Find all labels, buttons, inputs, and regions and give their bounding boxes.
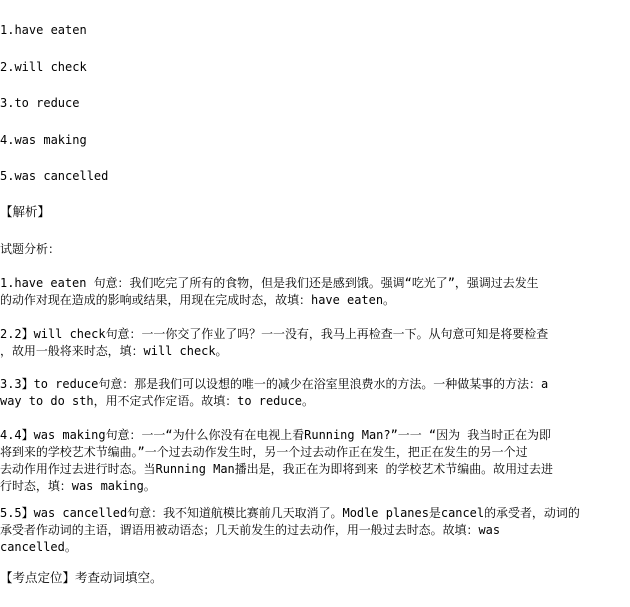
analysis-heading: 【解析】: [0, 204, 51, 219]
explanation-4-line-4: 行时态，填：was making。: [0, 479, 156, 493]
answer-item-4: 4.was making: [0, 133, 87, 147]
explanation-1: [0, 275, 630, 309]
explanation-1-line-2: 的动作对现在造成的影响或结果，用现在完成时态，故填：have eaten。: [0, 293, 395, 307]
explanation-5: [0, 505, 630, 556]
explanation-2-line-2: ，故用一般将来时态，填：will check。: [0, 344, 228, 358]
explanation-3-line-2: way to do sth，用不定式作定语。故填：to reduce。: [0, 394, 314, 408]
explanation-1-line-1: 1.have eaten 句意：我们吃完了所有的食物，但是我们还是感到饿。强调“吃光了”，强调过去发生: [0, 276, 539, 290]
explanation-2-line-1: 2.2】will check句意：一一你交了作业了吗？一一没有，我马上再检查一下。从句意可知是将要检查: [0, 327, 549, 341]
explanation-5-line-2: 承受者作动词的主语，谓语用被动语态；几天前发生的过去动作，用一般过去时态。故填：was: [0, 523, 501, 537]
explanation-4-line-2: 将到来的学校艺术节编曲。”一个过去动作发生时，另一个过去动作正在发生，把正在发生的另一个过: [0, 445, 528, 459]
answer-item-2: 2.will check: [0, 60, 87, 74]
explanation-3-line-1: 3.3】to reduce句意：那是我们可以设想的唯一的减少在浴室里浪费水的方法。一种做某事的方法：a: [0, 377, 549, 391]
explanation-5-line-3: cancelled。: [0, 540, 77, 554]
kaodian-note: 【考点定位】考查动词填空。: [0, 570, 163, 585]
explanation-2: [0, 326, 630, 360]
explanation-4-line-1: 4.4】was making句意：一一“为什么你没有在电视上看Running Man?”一一 “因为 我当时正在为即: [0, 428, 551, 442]
answer-item-5: 5.was cancelled: [0, 169, 109, 183]
explanation-5-line-1: 5.5】was cancelled句意：我不知道航模比赛前几天取消了。Modle planes是cancel的承受者，动词的: [0, 506, 580, 520]
analysis-intro: 试题分析：: [0, 242, 61, 256]
explanation-4-line-3: 去动作用作过去进行时态。当Running Man播出是，我正在为即将到来 的学校艺术节编曲。故用过去进: [0, 462, 553, 476]
explanation-4: [0, 427, 630, 495]
answer-item-1: 1.have eaten: [0, 23, 87, 37]
answer-item-3: 3.to reduce: [0, 96, 80, 110]
explanation-3: [0, 376, 630, 410]
